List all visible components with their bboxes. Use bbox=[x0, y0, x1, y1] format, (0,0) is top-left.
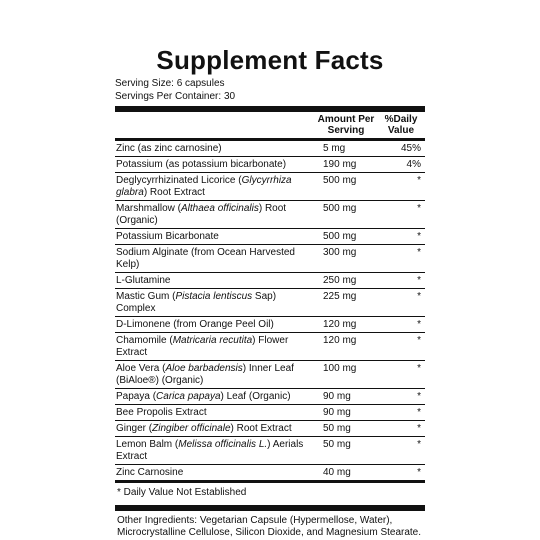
ingredient-daily-value: * bbox=[417, 407, 421, 418]
ingredient-amount: 500 mg bbox=[323, 231, 357, 242]
ingredient-amount: 300 mg bbox=[323, 247, 357, 258]
header-spacer bbox=[115, 114, 315, 136]
ingredient-daily-value: * bbox=[417, 391, 421, 402]
ingredient-name: L-Glutamine bbox=[116, 275, 171, 286]
ingredient-name: Aloe Vera (Aloe barbadensis) Inner Leaf (BiAloe®) (Organic) bbox=[116, 363, 294, 386]
table-row bbox=[115, 289, 425, 317]
ingredient-amount: 50 mg bbox=[323, 423, 351, 434]
servings-per-container: Servings Per Container: 30 bbox=[115, 91, 236, 102]
ingredient-daily-value: * bbox=[417, 335, 421, 346]
ingredient-amount: 100 mg bbox=[323, 363, 357, 374]
table-row bbox=[115, 273, 425, 289]
ingredient-daily-value: * bbox=[417, 439, 421, 450]
ingredient-table bbox=[115, 141, 425, 480]
ingredient-daily-value: * bbox=[417, 467, 421, 478]
ingredient-name: Sodium Alginate (from Ocean Harvested Kelp) bbox=[116, 247, 295, 270]
table-row bbox=[115, 437, 425, 465]
ingredient-name: Potassium Bicarbonate bbox=[116, 231, 219, 242]
ingredient-daily-value: * bbox=[417, 175, 421, 186]
header-amount bbox=[315, 114, 377, 136]
ingredient-daily-value: * bbox=[417, 423, 421, 434]
ingredient-name: Zinc Carnosine bbox=[116, 467, 184, 478]
ingredient-amount: 225 mg bbox=[323, 291, 357, 302]
header-dv-line1: %Daily bbox=[384, 114, 418, 125]
header-amount-line2: Serving bbox=[327, 125, 365, 136]
table-row bbox=[115, 317, 425, 333]
ingredient-daily-value: * bbox=[417, 319, 421, 330]
header-dv-line2: Value bbox=[387, 125, 415, 136]
ingredient-name: Papaya (Carica papaya) Leaf (Organic) bbox=[116, 391, 291, 402]
column-header bbox=[115, 112, 425, 138]
ingredient-amount: 5 mg bbox=[323, 143, 346, 154]
table-row bbox=[115, 465, 425, 480]
header-amount-line1: Amount Per bbox=[317, 114, 375, 125]
ingredient-name: Potassium (as potassium bicarbonate) bbox=[116, 159, 287, 170]
supplement-facts-panel bbox=[115, 45, 425, 539]
ingredient-amount: 250 mg bbox=[323, 275, 357, 286]
ingredient-amount: 90 mg bbox=[323, 391, 351, 402]
ingredient-daily-value: * bbox=[417, 231, 421, 242]
footnote: * Daily Value Not Established bbox=[117, 487, 247, 498]
ingredient-name: Chamomile (Matricaria recutita) Flower Extract bbox=[116, 335, 289, 358]
table-row bbox=[115, 141, 425, 157]
ingredient-daily-value: 4% bbox=[406, 159, 421, 170]
table-row bbox=[115, 173, 425, 201]
ingredient-daily-value: * bbox=[417, 275, 421, 286]
ingredient-name: D-Limonene (from Orange Peel Oil) bbox=[116, 319, 274, 330]
ingredient-amount: 120 mg bbox=[323, 319, 357, 330]
ingredient-name: Deglycyrrhizinated Licorice (Glycyrrhiza glabra) Root Extract bbox=[116, 175, 292, 198]
ingredient-daily-value: * bbox=[417, 247, 421, 258]
ingredient-daily-value: * bbox=[417, 363, 421, 374]
ingredient-amount: 40 mg bbox=[323, 467, 351, 478]
table-row bbox=[115, 245, 425, 273]
ingredient-daily-value: 45% bbox=[400, 143, 421, 154]
table-row bbox=[115, 201, 425, 229]
ingredient-name: Bee Propolis Extract bbox=[116, 407, 207, 418]
ingredient-name: Lemon Balm (Melissa officinalis L.) Aerials Extract bbox=[116, 439, 304, 462]
ingredient-amount: 90 mg bbox=[323, 407, 351, 418]
ingredient-amount: 500 mg bbox=[323, 203, 357, 214]
table-row bbox=[115, 389, 425, 405]
table-row bbox=[115, 405, 425, 421]
ingredient-name: Mastic Gum (Pistacia lentiscus Sap) Complex bbox=[116, 291, 277, 314]
table-row bbox=[115, 157, 425, 173]
ingredient-name: Ginger (Zingiber officinale) Root Extract bbox=[116, 423, 292, 434]
table-row bbox=[115, 421, 425, 437]
table-row bbox=[115, 229, 425, 245]
table-row bbox=[115, 361, 425, 389]
ingredient-name: Zinc (as zinc carnosine) bbox=[116, 143, 222, 154]
ingredient-amount: 190 mg bbox=[323, 159, 357, 170]
header-daily-value bbox=[377, 114, 425, 136]
ingredient-name: Marshmallow (Althaea officinalis) Root (Organic) bbox=[116, 203, 287, 226]
ingredient-amount: 120 mg bbox=[323, 335, 357, 346]
ingredient-amount: 50 mg bbox=[323, 439, 351, 450]
ingredient-daily-value: * bbox=[417, 203, 421, 214]
serving-size: Serving Size: 6 capsules bbox=[115, 78, 225, 89]
ingredient-daily-value: * bbox=[417, 291, 421, 302]
table-row bbox=[115, 333, 425, 361]
other-ingredients: Other Ingredients: Vegetarian Capsule (Hypermellose, Water), Microcrystalline Cellulose, Silicon Dioxide, and Magnesium Stearate. bbox=[117, 515, 422, 538]
panel-title: Supplement Facts bbox=[156, 45, 384, 75]
ingredient-amount: 500 mg bbox=[323, 175, 357, 186]
